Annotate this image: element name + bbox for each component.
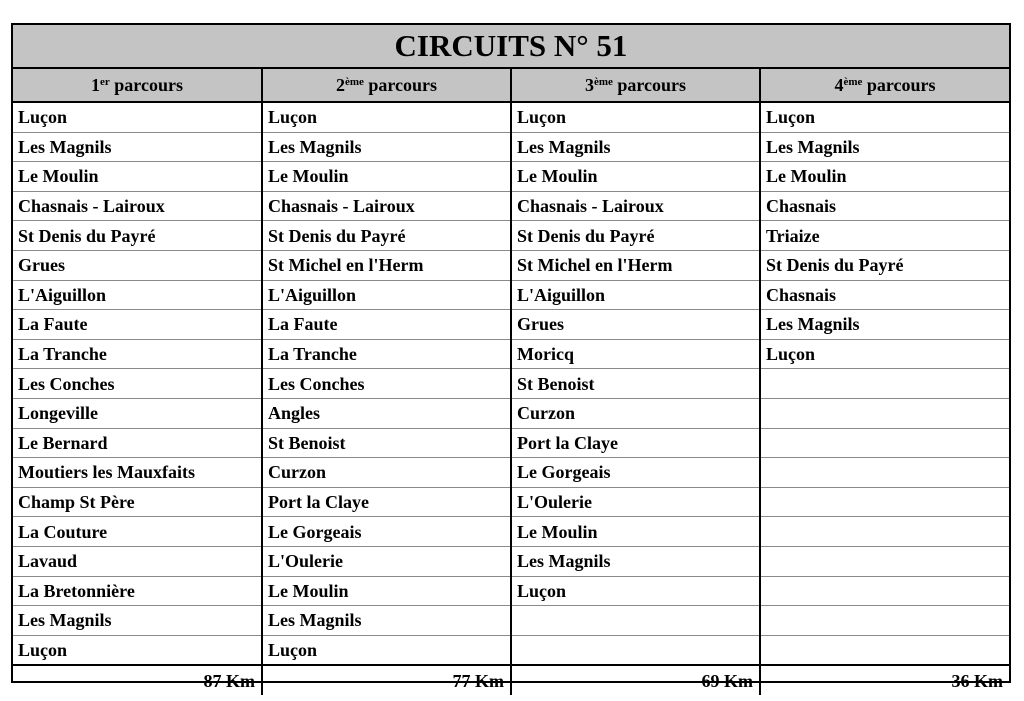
table-row [13, 635, 1009, 665]
stop-cell: Luçon [511, 576, 760, 606]
stop-cell [760, 487, 1009, 517]
stop-cell: Les Magnils [760, 310, 1009, 340]
stop-cell: Le Moulin [511, 517, 760, 547]
column-ordinal-suffix: er [100, 75, 110, 88]
distance-cell: 36 Km [760, 665, 1009, 695]
distance-cell: 69 Km [511, 665, 760, 695]
page-title: CIRCUITS N° 51 [13, 25, 1009, 69]
column-number: 3 [584, 74, 594, 95]
stop-cell: St Denis du Payré [13, 221, 262, 251]
table-row [13, 458, 1009, 488]
stop-cell: Grues [511, 310, 760, 340]
stop-cell: Les Magnils [760, 132, 1009, 162]
table-row [13, 517, 1009, 547]
table-row [13, 221, 1009, 251]
table-row [13, 310, 1009, 340]
table-row [13, 132, 1009, 162]
stop-cell: Chasnais - Lairoux [13, 191, 262, 221]
stop-cell: Le Gorgeais [262, 517, 511, 547]
stop-cell: St Denis du Payré [760, 250, 1009, 280]
table-row [13, 250, 1009, 280]
stop-cell: Les Magnils [511, 132, 760, 162]
table-row [13, 576, 1009, 606]
stop-cell: Port la Claye [262, 487, 511, 517]
stop-cell: St Benoist [262, 428, 511, 458]
stop-cell: L'Oulerie [511, 487, 760, 517]
table-row [13, 369, 1009, 399]
stop-cell: Angles [262, 398, 511, 428]
stop-cell [760, 517, 1009, 547]
stop-cell [760, 606, 1009, 636]
table-row [13, 339, 1009, 369]
distance-cell: 77 Km [262, 665, 511, 695]
distance-row [13, 665, 1009, 695]
stop-cell: Les Magnils [511, 546, 760, 576]
table-row [13, 191, 1009, 221]
table-row [13, 102, 1009, 132]
circuits-table [13, 69, 1009, 695]
stop-cell: Les Magnils [13, 132, 262, 162]
stop-cell: L'Aiguillon [511, 280, 760, 310]
stop-cell: St Denis du Payré [262, 221, 511, 251]
stop-cell [760, 576, 1009, 606]
stop-cell: La Couture [13, 517, 262, 547]
column-label: parcours [612, 74, 687, 95]
stop-cell: L'Oulerie [262, 546, 511, 576]
column-number: 1 [91, 74, 101, 95]
stop-cell: Luçon [13, 635, 262, 665]
stop-cell [760, 458, 1009, 488]
column-ordinal-suffix: ème [344, 75, 364, 88]
stop-cell: Le Moulin [262, 162, 511, 192]
stop-cell: St Michel en l'Herm [262, 250, 511, 280]
stop-cell [760, 546, 1009, 576]
stop-cell: Le Moulin [760, 162, 1009, 192]
stop-cell: Le Moulin [13, 162, 262, 192]
stop-cell: St Benoist [511, 369, 760, 399]
stop-cell: L'Aiguillon [13, 280, 262, 310]
stop-cell: Moricq [511, 339, 760, 369]
table-row [13, 546, 1009, 576]
stop-cell: Luçon [262, 635, 511, 665]
column-label: parcours [109, 74, 183, 95]
stop-cell: Port la Claye [511, 428, 760, 458]
column-label: parcours [862, 74, 936, 95]
column-ordinal-suffix: ème [593, 75, 613, 88]
column-header-3 [511, 69, 760, 102]
stop-cell: Champ St Père [13, 487, 262, 517]
column-header-4 [760, 69, 1009, 102]
stop-cell: Grues [13, 250, 262, 280]
stop-cell [511, 606, 760, 636]
table-row [13, 162, 1009, 192]
stop-cell: Chasnais - Lairoux [511, 191, 760, 221]
header-row [13, 69, 1009, 102]
table-row [13, 606, 1009, 636]
stop-cell: Chasnais [760, 280, 1009, 310]
stop-cell: Le Gorgeais [511, 458, 760, 488]
stop-cell: Les Conches [262, 369, 511, 399]
stop-cell: Luçon [262, 102, 511, 132]
table-row [13, 398, 1009, 428]
stop-cell: Luçon [13, 102, 262, 132]
column-ordinal-suffix: ème [843, 75, 863, 88]
stop-cell: Luçon [511, 102, 760, 132]
table-body [13, 102, 1009, 695]
table-row [13, 487, 1009, 517]
circuits-document [11, 23, 1011, 691]
stop-cell [760, 398, 1009, 428]
stop-cell: La Faute [13, 310, 262, 340]
stop-cell [760, 635, 1009, 665]
stop-cell: Le Moulin [262, 576, 511, 606]
stop-cell: Curzon [262, 458, 511, 488]
stop-cell: Les Magnils [13, 606, 262, 636]
stop-cell: La Faute [262, 310, 511, 340]
stop-cell: Chasnais - Lairoux [262, 191, 511, 221]
column-number: 2 [335, 74, 345, 95]
column-header-2 [262, 69, 511, 102]
table-row [13, 428, 1009, 458]
stop-cell: L'Aiguillon [262, 280, 511, 310]
stop-cell: Le Moulin [511, 162, 760, 192]
distance-cell: 87 Km [13, 665, 262, 695]
stop-cell: Le Bernard [13, 428, 262, 458]
column-label: parcours [363, 74, 438, 95]
stop-cell: St Michel en l'Herm [511, 250, 760, 280]
column-header-1 [13, 69, 262, 102]
stop-cell: Les Conches [13, 369, 262, 399]
stop-cell: La Bretonnière [13, 576, 262, 606]
stop-cell: La Tranche [13, 339, 262, 369]
stop-cell [760, 369, 1009, 399]
stop-cell [511, 635, 760, 665]
stop-cell: Longeville [13, 398, 262, 428]
column-number: 4 [834, 74, 844, 95]
stop-cell: Les Magnils [262, 606, 511, 636]
stop-cell: Lavaud [13, 546, 262, 576]
stop-cell: Chasnais [760, 191, 1009, 221]
stop-cell: Luçon [760, 339, 1009, 369]
stop-cell: Triaize [760, 221, 1009, 251]
stop-cell: Curzon [511, 398, 760, 428]
stop-cell: La Tranche [262, 339, 511, 369]
stop-cell [760, 428, 1009, 458]
stop-cell: Moutiers les Mauxfaits [13, 458, 262, 488]
stop-cell: St Denis du Payré [511, 221, 760, 251]
stop-cell: Les Magnils [262, 132, 511, 162]
table-row [13, 280, 1009, 310]
stop-cell: Luçon [760, 102, 1009, 132]
